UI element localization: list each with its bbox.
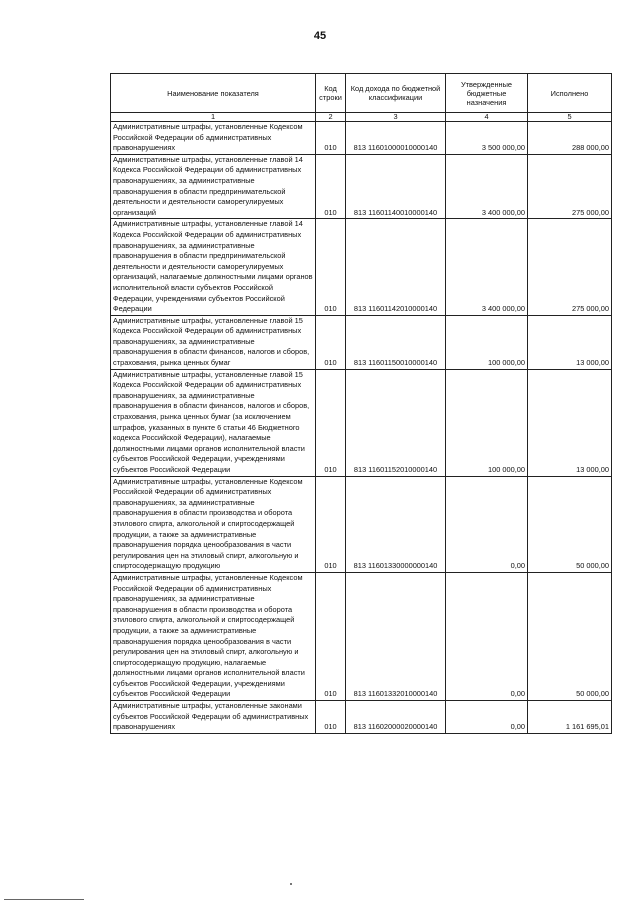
column-number: 5 [528,113,612,122]
approved-amount: 0,00 [446,476,528,572]
row-code: 010 [316,315,346,369]
row-code: 010 [316,122,346,155]
approved-amount: 100 000,00 [446,369,528,476]
approved-amount: 3 400 000,00 [446,219,528,315]
header-kbk: Код дохода по бюджетной классификации [346,74,446,113]
income-code: 813 11601142010000140 [346,219,446,315]
scan-speck [290,883,292,885]
executed-amount: 1 161 695,01 [528,701,612,734]
table-row [111,476,612,572]
column-number: 1 [111,113,316,122]
executed-amount: 13 000,00 [528,315,612,369]
indicator-name: Административные штрафы, установленные Кодексом Российской Федерации об административных правонарушениях [111,122,316,155]
row-code: 010 [316,572,346,700]
indicator-name: Административные штрафы, установленные Кодексом Российской Федерации об административных правонарушениях, за административные правонарушения в области производства и оборота этилового спирта, алкогольной и спиртосодержащей продукции, а также за административные правонарушения порядка ценообразования в части регулирования цен на этиловый спирт, алкогольную и спиртосодержащую продукцию [111,476,316,572]
row-code: 010 [316,701,346,734]
column-number-row [111,113,612,122]
approved-amount: 3 400 000,00 [446,154,528,219]
executed-amount: 50 000,00 [528,476,612,572]
approved-amount: 3 500 000,00 [446,122,528,155]
income-code: 813 11601330000000140 [346,476,446,572]
indicator-name: Административные штрафы, установленные законами субъектов Российской Федерации об административных правонарушениях [111,701,316,734]
executed-amount: 50 000,00 [528,572,612,700]
indicator-name: Административные штрафы, установленные Кодексом Российской Федерации об административных правонарушениях, за административные правонарушения в области производства и оборота этилового спирта, алкогольной и спиртосодержащей продукции, а также за административные правонарушения порядка ценообразования в части регулирования цен на этиловый спирт, алкогольную и спиртосодержащую продукцию, налагаемые должностными лицами органов исполнительной власти субъектов Российской Федерации, учреждениями субъектов Российской Федерации [111,572,316,700]
approved-amount: 100 000,00 [446,315,528,369]
income-code: 813 11601000010000140 [346,122,446,155]
header-code: Код строки [316,74,346,113]
indicator-name: Административные штрафы, установленные главой 15 Кодекса Российской Федерации об административных правонарушениях, за административные правонарушения в области финансов, налогов и сборов, страхования, рынка ценных бумаг (за исключением штрафов, указанных в пункте 6 статьи 46 Бюджетного кодекса Российской Федерации), налагаемые должностными лицами органов исполнительной власти субъектов Российской Федерации, учреждениями субъектов Российской Федерации [111,369,316,476]
executed-amount: 275 000,00 [528,154,612,219]
table-row [111,369,612,476]
column-number: 2 [316,113,346,122]
income-code: 813 11601332010000140 [346,572,446,700]
header-name: Наименование показателя [111,74,316,113]
executed-amount: 13 000,00 [528,369,612,476]
executed-amount: 275 000,00 [528,219,612,315]
approved-amount: 0,00 [446,701,528,734]
row-code: 010 [316,154,346,219]
row-code: 010 [316,369,346,476]
income-code: 813 11601152010000140 [346,369,446,476]
column-number: 3 [346,113,446,122]
indicator-name: Административные штрафы, установленные главой 15 Кодекса Российской Федерации об административных правонарушениях, за административные правонарушения в области финансов, налогов и сборов, страхования, рынка ценных бумаг [111,315,316,369]
page-number: 45 [313,30,327,42]
row-code: 010 [316,219,346,315]
table-header-row [111,74,612,113]
income-code: 813 11602000020000140 [346,701,446,734]
table-row [111,315,612,369]
executed-amount: 288 000,00 [528,122,612,155]
table-row [111,219,612,315]
income-code: 813 11601150010000140 [346,315,446,369]
column-number: 4 [446,113,528,122]
table-row [111,572,612,700]
scan-edge-line [4,899,84,900]
indicator-name: Административные штрафы, установленные главой 14 Кодекса Российской Федерации об административных правонарушениях, за административные правонарушения в области предпринимательской деятельности и деятельности саморегулируемых организаций [111,154,316,219]
income-code: 813 11601140010000140 [346,154,446,219]
header-executed: Исполнено [528,74,612,113]
header-approved: Утвержденные бюджетные назначения [446,74,528,113]
table-row [111,122,612,155]
indicator-name: Административные штрафы, установленные главой 14 Кодекса Российской Федерации об административных правонарушениях, за административные правонарушения в области предпринимательской деятельности и деятельности саморегулируемых организаций, налагаемые должностными лицами органов исполнительной власти субъектов Российской Федерации, учреждениями субъектов Российской Федерации [111,219,316,315]
table-row [111,154,612,219]
approved-amount: 0,00 [446,572,528,700]
table-row [111,701,612,734]
row-code: 010 [316,476,346,572]
budget-execution-table [110,73,612,734]
